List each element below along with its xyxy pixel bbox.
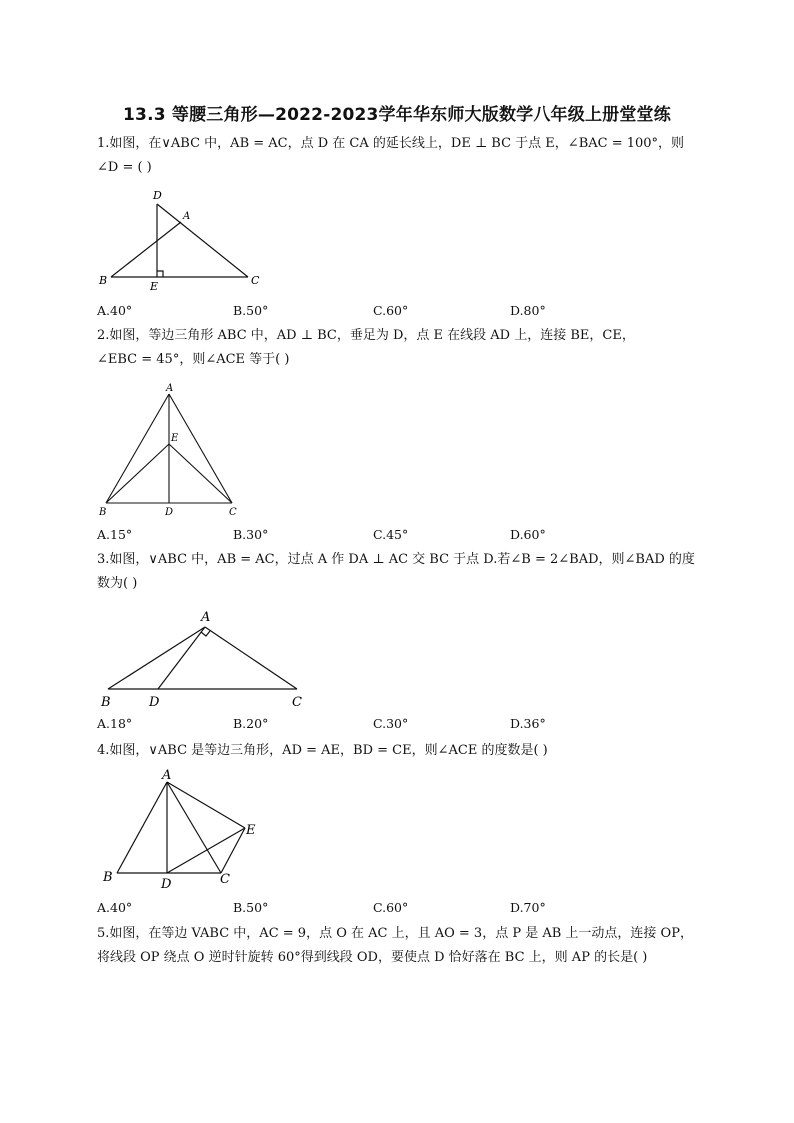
q2-segment-be [106,444,169,503]
q4-option-a[interactable]: A.40° [97,900,133,915]
q2-option-c[interactable]: C.45° [373,527,409,542]
question-5-line1: 5.如图，在等边 VABC 中，AC = 9，点 O 在 AC 上，且 AO = 3，点 P 是 AB 上一动点，连接 OP， [97,926,693,941]
q4-label-e: E [246,823,256,838]
q3-option-c[interactable]: C.30° [373,716,409,731]
q2-label-a: A [166,383,174,394]
q1-segment-ba [111,222,181,277]
q1-label-d: D [153,189,162,202]
q2-option-a[interactable]: A.15° [97,527,133,542]
question-1-line1: 1.如图，在∨ABC 中，AB = AC，点 D 在 CA 的延长线上，DE ⊥ BC 于点 E，∠BAC = 100°，则 [97,136,685,151]
q3-option-b[interactable]: B.20° [233,716,269,731]
q2-option-d[interactable]: D.60° [510,527,546,542]
q2-label-d: D [165,507,174,518]
q4-option-b[interactable]: B.50° [233,900,269,915]
q3-label-c: C [292,695,302,710]
q4-option-c[interactable]: C.60° [373,900,409,915]
question-3-line2: 数为( ) [97,576,138,591]
q4-label-a: A [162,768,172,783]
q3-option-d[interactable]: D.36° [510,716,546,731]
question-4-options [97,900,657,918]
q4-segment-ae [167,782,245,828]
question-2-line2: ∠EBC = 45°，则∠ACE 等于( ) [97,352,290,367]
q1-option-d[interactable]: D.80° [510,303,546,318]
q1-option-c[interactable]: C.60° [373,303,409,318]
q2-label-e: E [171,433,179,444]
q3-option-a[interactable]: A.18° [97,716,133,731]
q2-segment-ce [169,444,232,503]
q2-segment-ab [106,394,169,503]
q1-option-a[interactable]: A.40° [97,303,133,318]
q1-label-e: E [150,280,159,293]
question-5-line2: 将线段 OP 绕点 O 逆时针旋转 60°得到线段 OD，要使点 D 恰好落在 BC 上，则 AP 的长是( ) [97,950,648,965]
q3-label-a: A [201,610,211,625]
question-3-line1: 3.如图，∨ABC 中，AB = AC，过点 A 作 DA ⊥ AC 交 BC 于点 D.若∠B = 2∠BAD，则∠BAD 的度 [97,552,695,567]
question-1-line2: ∠D = ( ) [97,160,152,175]
question-3-stem [97,548,707,596]
question-3-options [97,716,657,734]
question-5-stem [97,922,707,970]
q1-label-c: C [251,274,260,287]
q3-segment-ac [205,627,297,689]
q1-right-angle-mark [157,271,163,277]
q4-segment-ab [117,782,167,873]
q4-label-d: D [161,877,172,892]
q3-right-angle-mark [201,631,210,636]
q1-segment-dc [157,204,248,277]
question-4-figure [95,767,275,897]
question-1-options [97,303,657,321]
question-2-figure [95,382,255,522]
q1-label-b: B [99,274,108,287]
q3-label-b: B [101,695,111,710]
q1-option-b[interactable]: B.50° [233,303,269,318]
question-2-line1: 2.如图，等边三角形 ABC 中，AD ⊥ BC，垂足为 D，点 E 在线段 AD 上，连接 BE，CE， [97,328,635,343]
q2-label-c: C [229,507,237,518]
q2-segment-ac [169,394,232,503]
q3-segment-ad [158,627,205,689]
question-1-stem [97,132,707,180]
question-2-options [97,527,657,545]
question-4-line1: 4.如图，∨ABC 是等边三角形，AD = AE，BD = CE，则∠ACE 的度数是( ) [97,743,548,758]
q4-label-c: C [220,872,230,887]
question-3-figure [95,605,315,710]
question-1-figure [95,188,275,298]
q2-option-b[interactable]: B.30° [233,527,269,542]
q4-option-d[interactable]: D.70° [510,900,546,915]
page-title: 13.3 等腰三角形—2022-2023学年华东师大版数学八年级上册堂堂练 [123,105,671,125]
q4-label-b: B [103,870,113,885]
q2-label-b: B [99,507,107,518]
q3-segment-ab [108,627,205,689]
q1-label-a: A [183,211,191,222]
question-2-stem [97,324,707,372]
q4-segment-ac [167,782,221,873]
q3-label-d: D [149,695,160,710]
question-4-stem [97,739,707,763]
